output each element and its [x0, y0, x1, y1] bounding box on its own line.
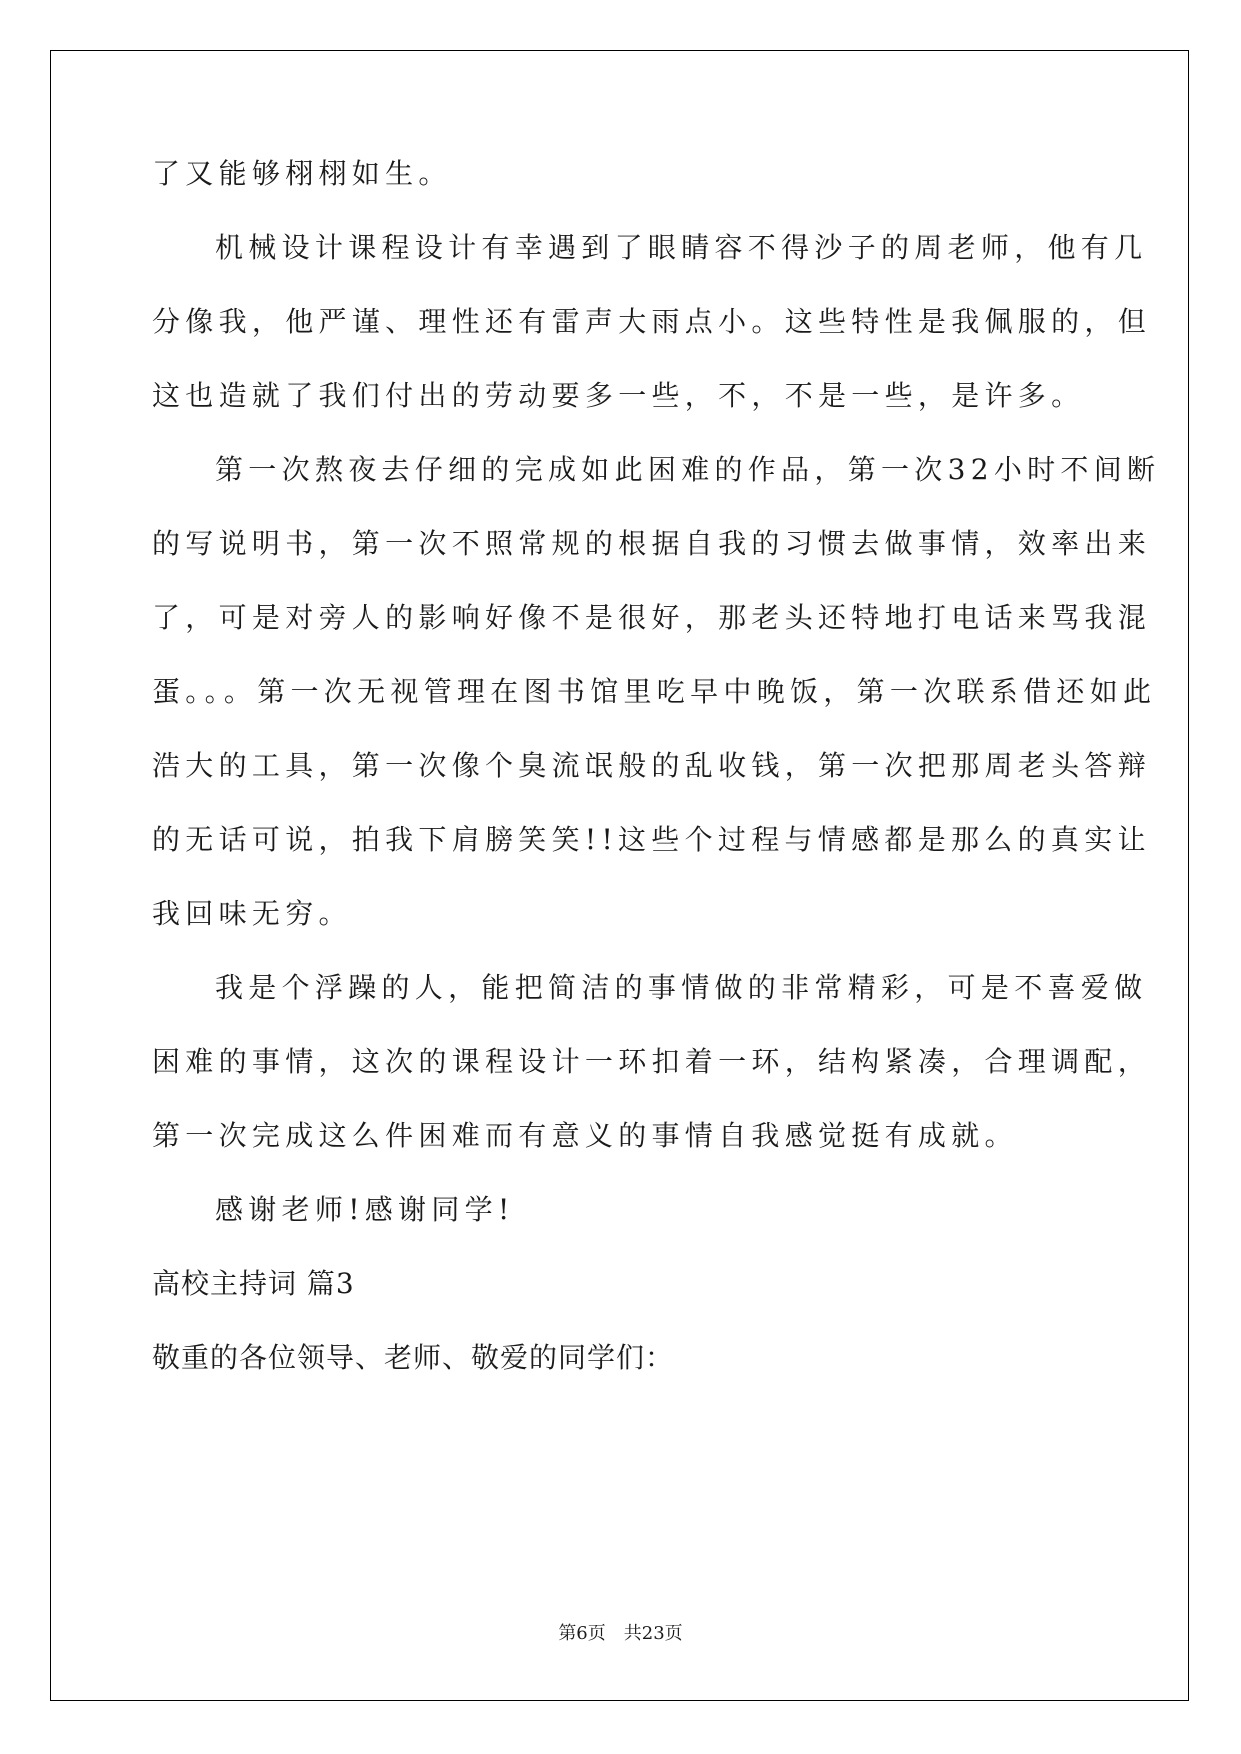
text-line: 分像我，他严谨、理性还有雷声大雨点小。这些特性是我佩服的，但 — [152, 305, 1152, 338]
page-total: 共23页 — [623, 1623, 683, 1644]
paragraph-first-line: 我是个浮躁的人，能把简洁的事情做的非常精彩，可是不喜爱做 — [215, 971, 1148, 1004]
text-line: 了又能够栩栩如生。 — [152, 157, 452, 190]
page-border — [50, 50, 1189, 1701]
text-line: 我回味无穷。 — [152, 897, 352, 930]
text-line: 第一次完成这么件困难而有意义的事情自我感觉挺有成就。 — [152, 1119, 1018, 1152]
text-line: 蛋。。。第一次无视管理在图书馆里吃早中晚饭，第一次联系借还如此 — [152, 675, 1157, 708]
text-line: 浩大的工具，第一次像个臭流氓般的乱收钱，第一次把那周老头答辩 — [152, 749, 1152, 782]
paragraph-first-line: 机械设计课程设计有幸遇到了眼睛容不得沙子的周老师，他有几 — [215, 231, 1148, 264]
paragraph-first-line: 第一次熬夜去仔细的完成如此困难的作品，第一次32小时不间断 — [215, 453, 1161, 486]
page-footer — [0, 1622, 1241, 1646]
text-line: 的无话可说，拍我下肩膀笑笑!!这些个过程与情感都是那么的真实让 — [152, 823, 1151, 856]
text-line: 困难的事情，这次的课程设计一环扣着一环，结构紧凑，合理调配， — [152, 1045, 1152, 1078]
text-line: 的写说明书，第一次不照常规的根据自我的习惯去做事情，效率出来 — [152, 527, 1152, 560]
section-heading: 高校主持词 篇3 — [152, 1267, 355, 1300]
salutation-line: 敬重的各位领导、老师、敬爱的同学们： — [152, 1341, 675, 1374]
paragraph-first-line: 感谢老师!感谢同学! — [215, 1193, 515, 1226]
page-number: 第6页 — [558, 1623, 606, 1644]
text-line: 了，可是对旁人的影响好像不是很好，那老头还特地打电话来骂我混 — [152, 601, 1152, 634]
text-line: 这也造就了我们付出的劳动要多一些，不，不是一些，是许多。 — [152, 379, 1085, 412]
